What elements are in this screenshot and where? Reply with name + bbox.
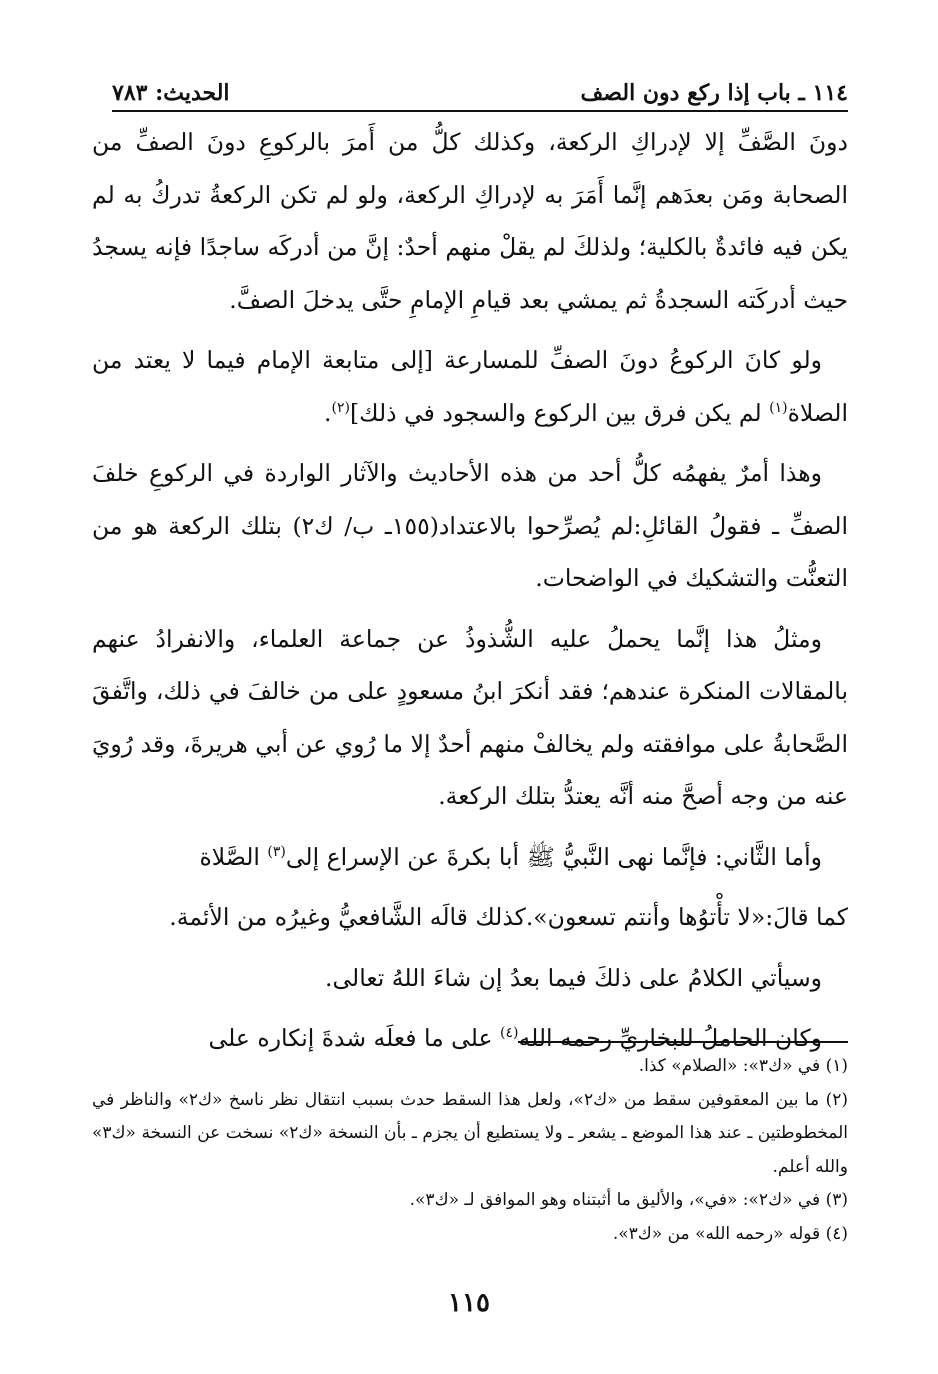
paragraph	[92, 334, 848, 439]
footnote: (٣) في «ك٢»: «في»، والأليق ما أثبتناه وهو الموافق لـ «ك٣».	[409, 1190, 848, 1210]
paragraph-text: وأما الثَّاني: فإنَّما نهى النَّبيُّ ﷺ أبا بكرةَ عن الإسراع إلى	[285, 842, 822, 871]
footnote-separator	[518, 1041, 848, 1043]
footnotes	[92, 1050, 848, 1251]
paragraph: ومثلُ هذا إنَّما يحملُ عليه الشُّذوذُ عن جماعة العلماء، والانفرادُ عنهم بالمقالات المنكرة عندهم؛ فقد أنكرَ ابنُ مسعودٍ على من خالفَ في ذلك، واتَّفقَ الصَّحابةُ على موافقته ولم يخالفْ منهم أحدٌ إلا ما رُوي عن أبي هريرةَ، وقد رُويَ عنه من وجه أصحَّ منه أنَّه يعتدُّ بتلك الركعة.	[92, 624, 848, 810]
paragraph: دونَ الصَّفِّ إلا لإدراكِ الركعة، وكذلك كلُّ من أَمرَ بالركوعِ دونَ الصفِّ من الصحابة ومَن بعدَهم إنَّما أَمَرَ به لإدراكِ الركعة، ولو لم تكن الركعةُ تدركُ به لم يكن فيه فائدةٌ بالكلية؛ ولذلكَ لم يقلْ منهم أحدٌ: إنَّ من أدركَه ساجدًا فإنه يسجدُ حيث أدركَته السجدةُ ثم يمشي بعد قيامِ الإمامِ حتَّى يدخلَ الصفَّ.	[92, 128, 848, 314]
footnote: (١) في «ك٣»: «الصلام» كذا.	[638, 1056, 848, 1076]
paragraph: كما قالَ:«لا تأْتوُها وأنتم تسعون».كذلك قالَه الشَّافعيُّ وغيرُه من الأئمة.	[169, 903, 848, 931]
page-number: ١١٥	[448, 1288, 490, 1318]
paragraph: وسيأتي الكلامُ على ذلكَ فيما بعدُ إن شاءَ اللهُ تعالى.	[325, 963, 822, 992]
footnote: (٤) قوله «رحمه الله» من «ك٣».	[612, 1223, 848, 1244]
footnote: (٢) ما بين المعقوفين سقط من «ك٢»، ولعل هذا السقط حدث بسبب انتقال نظر ناسخ «ك٢» والناظر في المخطوطتين ـ عند هذا الموضع ـ يشعر ـ ولا يستطيع أن يجزم ـ بأن النسخة «ك٢» نسخت عن النسخة «ك٣» والله أعلم.	[92, 1089, 848, 1177]
hadith-number: الحديث: ٧٨٣	[112, 80, 230, 106]
footnote-marker: (٤)	[500, 1025, 519, 1042]
paragraph-text: ولو كانَ الركوعُ دونَ الصفِّ للمسارعة [إلى متابعة الإمام فيما لا يعتد من الصلاة	[92, 346, 848, 427]
chapter-title: ١١٤ ـ باب إذا ركع دون الصف	[580, 80, 848, 106]
footnote-marker: (١)	[769, 399, 788, 416]
paragraph-text: على ما فعلَه شدةَ إنكاره على	[208, 1024, 501, 1052]
paragraph	[92, 831, 848, 884]
paragraph-text: لم يكن فرق بين الركوع والسجود في ذلك]	[350, 398, 770, 427]
running-header	[112, 66, 848, 112]
paragraph-text: .	[324, 398, 332, 427]
paragraph: وهذا أمرٌ يفهمُه كلُّ أحد من هذه الأحاديث والآثار الواردة في الركوعِ خلفَ الصفِّ ـ فقولُ القائلِ:لم يُصرِّحوا بالاعتداد(١٥٥ـ ب/ ك٢) بتلك الركعة هو من التعنُّت والتشكيك في الواضحات.	[92, 459, 849, 592]
paragraph-text: الصَّلاة	[199, 842, 268, 871]
paragraph-text: وكان الحاملُ للبخاريِّ رحمه الله	[518, 1024, 822, 1052]
footnote-marker: (٢)	[331, 399, 350, 416]
footnote-marker: (٣)	[267, 843, 286, 860]
main-text	[92, 116, 848, 1073]
